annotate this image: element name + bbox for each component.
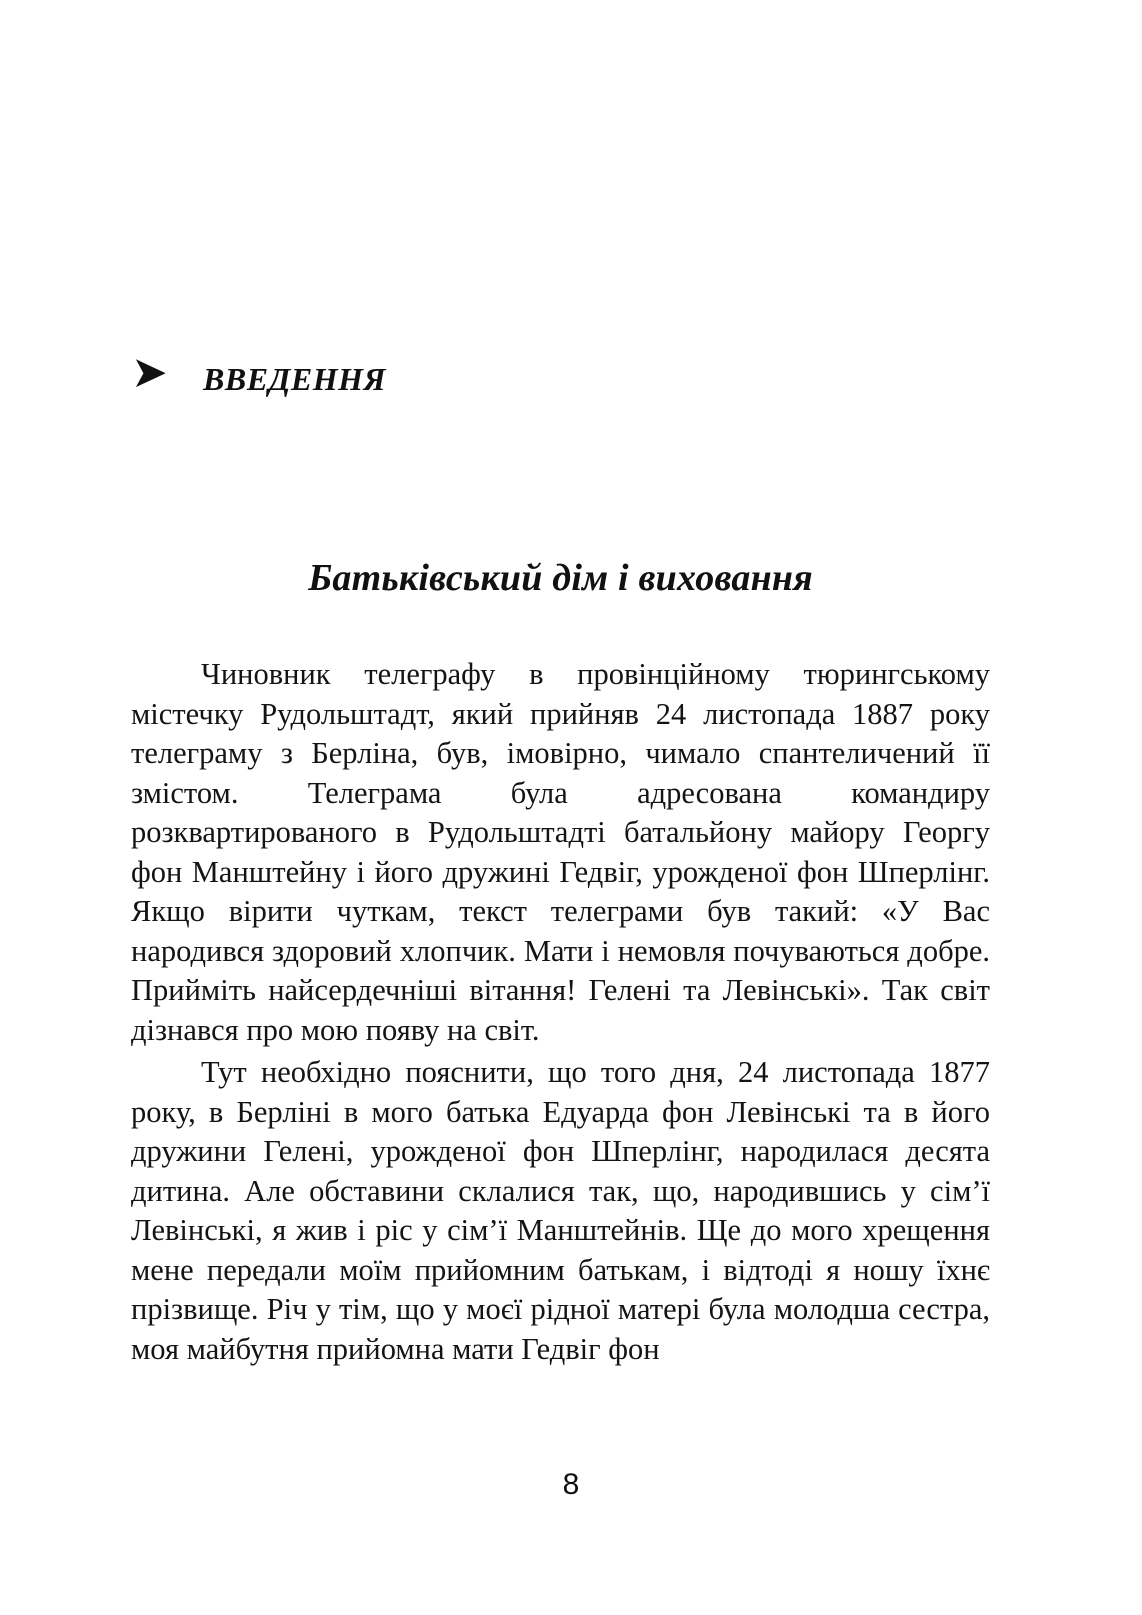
body-paragraph: Чиновник телеграфу в провінційному тюрингському містечку Рудольштадт, який прийняв 24 листопада 1887 року телеграму з Берліна, був, імовірно, чимало спантеличений її змістом. Телеграма була адресована командиру розквартированого в Рудольштадті батальйону майору Георгу фон Манштейну і його дружині Гедвіг, урожденої фон Шперлінг. Якщо вірити чуткам, текст телеграми був такий: «У Вас народився здоровий хлопчик. Мати і немовля почуваються добре. Прийміть найсердечніші вітання! Гелені та Левінські». Так світ дізнався про мою появу на світ.: [131, 657, 990, 1047]
section-heading: Батьківський дім і виховання: [308, 557, 813, 599]
chapter-title: введення: [203, 349, 387, 400]
body-paragraph: Тут необхідно пояснити, що того дня, 24 листопада 1877 року, в Берліні в мого батька Едуарда фон Левінські та в його дружини Гелені, урожденої фон Шперлінг, народилася десята дитина. Але обставини склалися так, що, народившись у сім’ї Левінські, я жив і ріс у сім’ї Манштейнів. Ще до мого хрещення мене передали моїм прийомним батькам, і відтоді я ношу їхнє прізвище. Річ у тім, що у моєї рідної матері була молодша сестра, моя майбутня прийомна мати Гедвіг фон: [131, 1055, 990, 1366]
arrow-right-icon: ➤: [131, 347, 168, 398]
page-number: 8: [562, 1468, 580, 1501]
body-text-column: [131, 655, 990, 1369]
chapter-title-block: [131, 340, 386, 410]
